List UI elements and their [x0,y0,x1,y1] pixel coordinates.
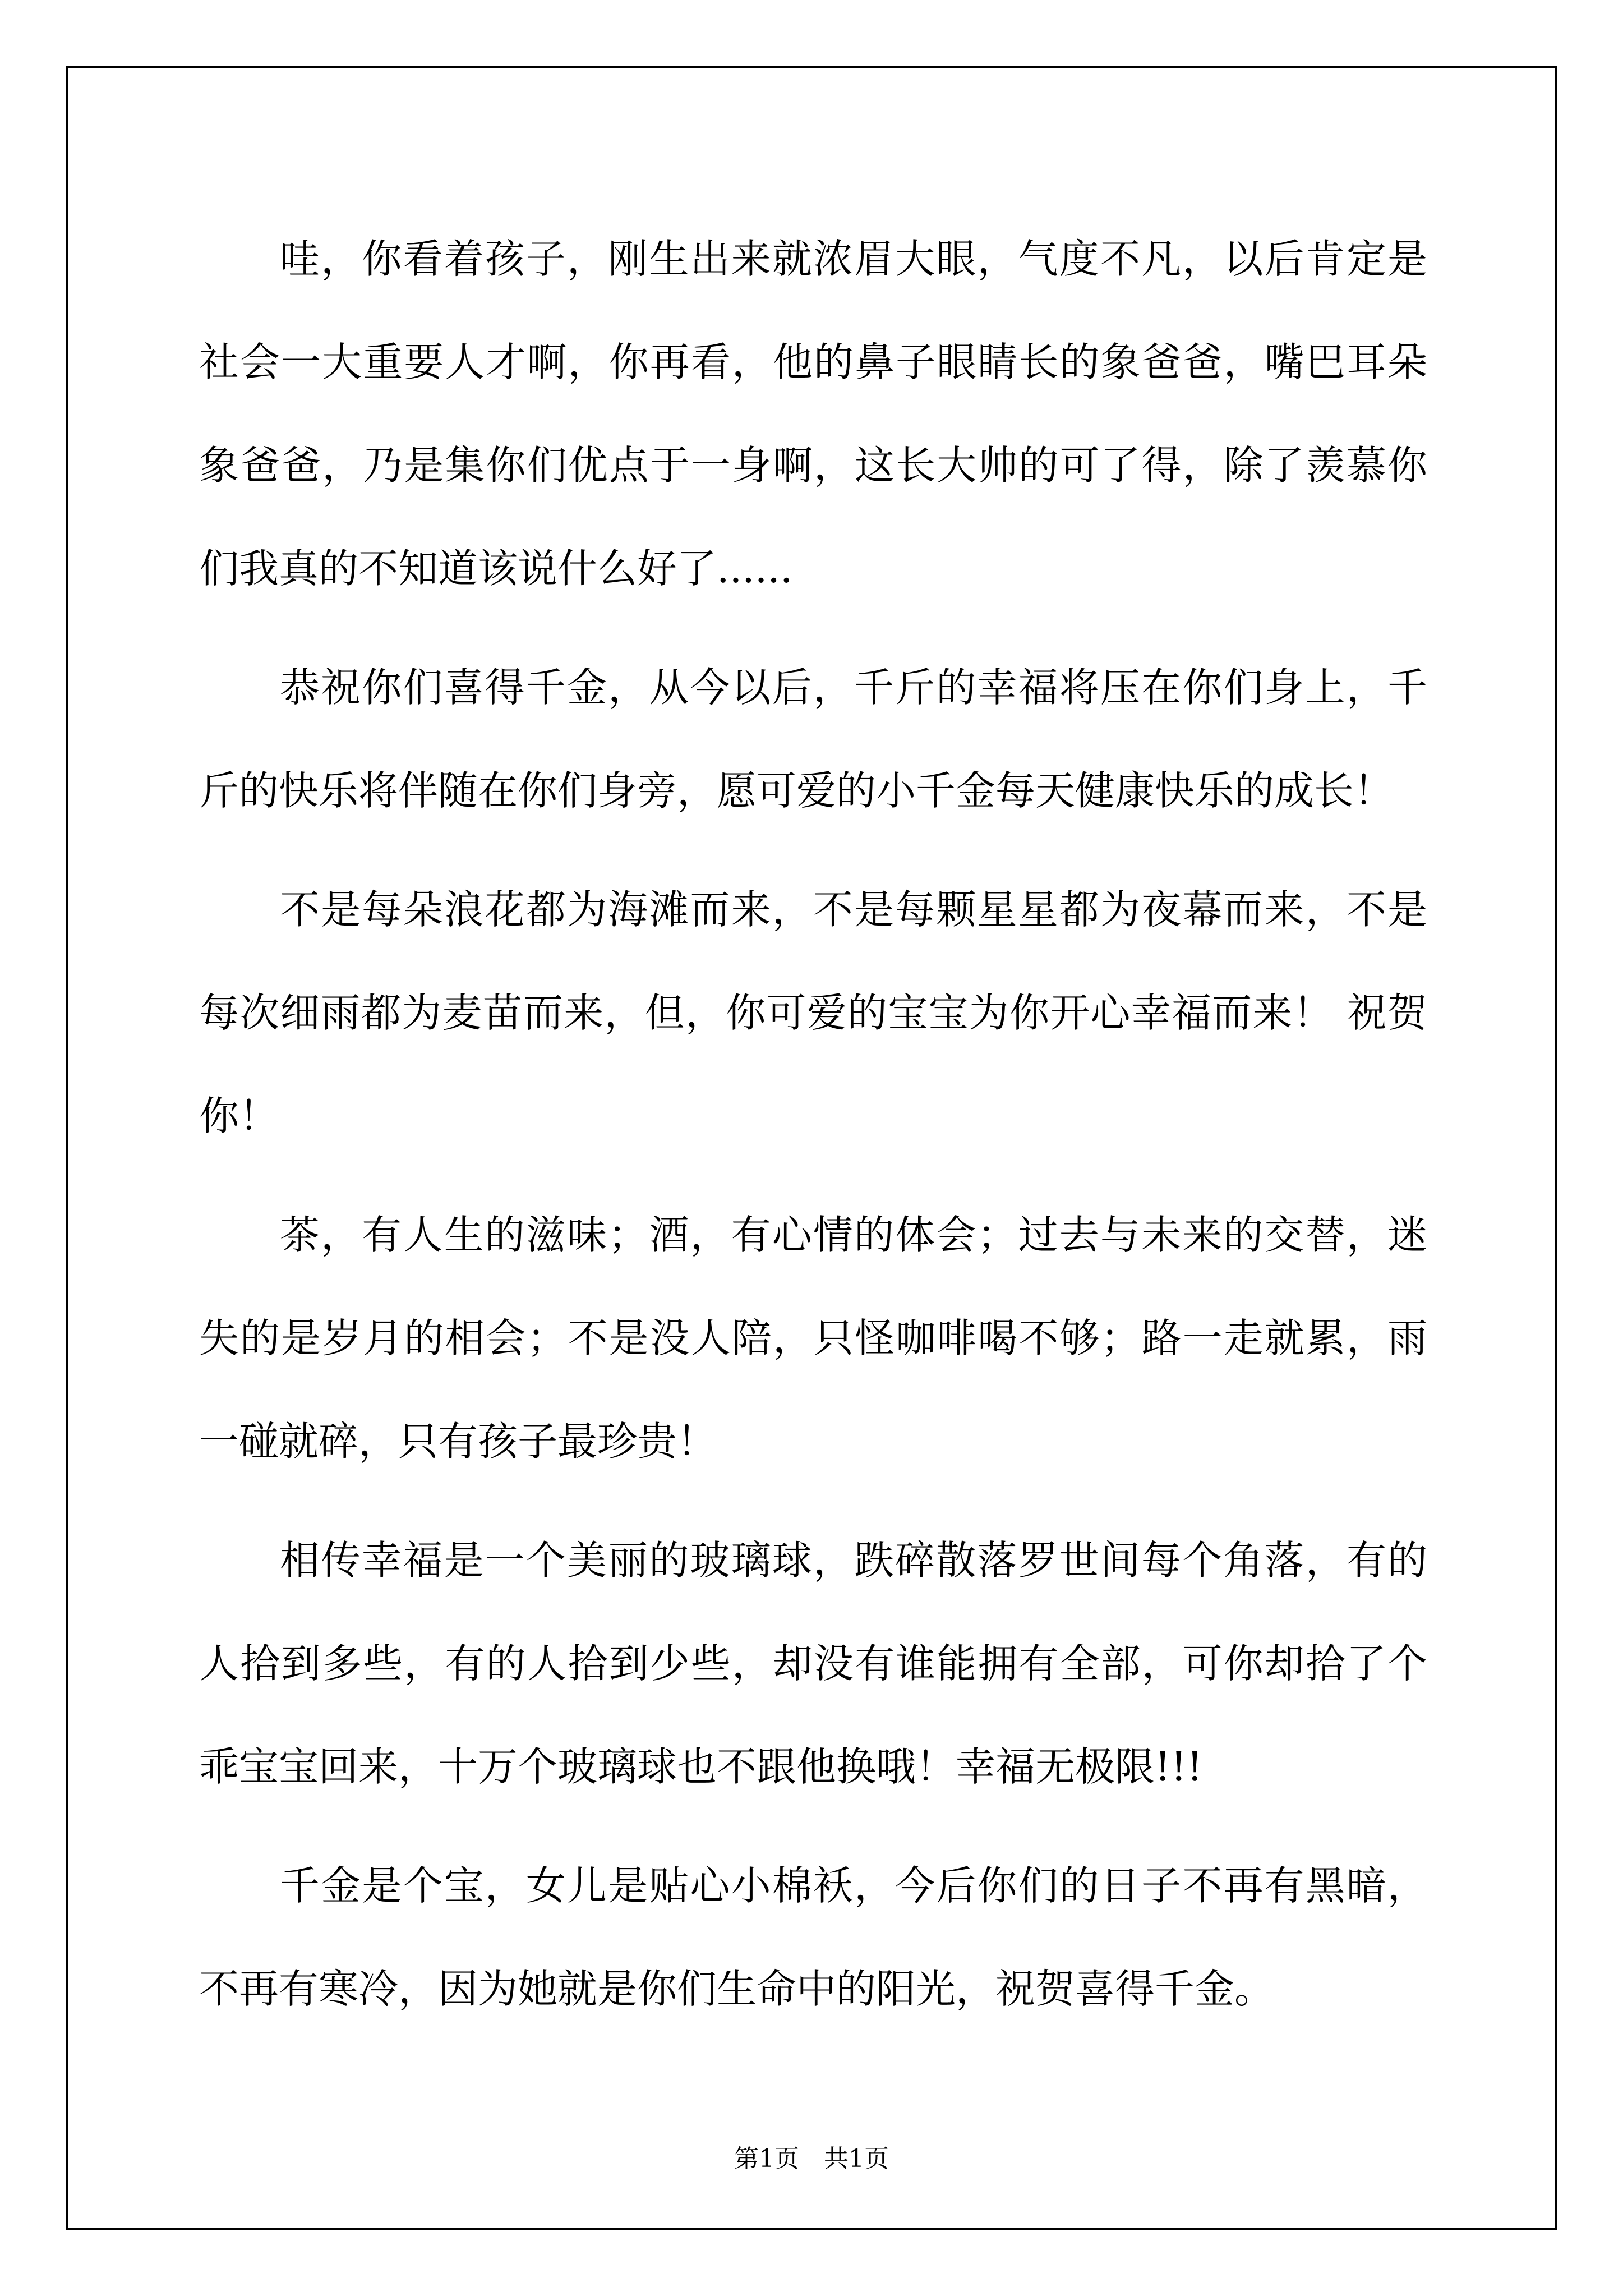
paragraph-2: 恭祝你们喜得千金，从今以后，千斤的幸福将压在你们身上，千斤的快乐将伴随在你们身旁，愿可爱的小千金每天健康快乐的成长！ [199,664,1427,814]
paragraph-4: 茶，有人生的滋味；酒，有心情的体会；过去与未来的交替，迷失的是岁月的相会；不是没人陪，只怪咖啡喝不够；路一走就累，雨一碰就碎，只有孩子最珍贵！ [199,1212,1427,1465]
document-body [199,208,1427,2056]
paragraph-6: 千金是个宝，女儿是贴心小棉袄，今后你们的日子不再有黑暗，不再有寒冷，因为她就是你们生命中的阳光，祝贺喜得千金。 [199,1862,1427,2012]
paragraph-1: 哇，你看着孩子，刚生出来就浓眉大眼，气度不凡，以后肯定是社会一大重要人才啊，你再看，他的鼻子眼睛长的象爸爸，嘴巴耳朵象爸爸，乃是集你们优点于一身啊，这长大帅的可了得，除了羡慕你们我真的不知道该说什么好了...... [199,236,1427,592]
paragraph-5: 相传幸福是一个美丽的玻璃球，跌碎散落罗世间每个角落，有的人拾到多些，有的人拾到少些，却没有谁能拥有全部，可你却拾了个乖宝宝回来，十万个玻璃球也不跟他换哦！幸福无极限!!! [199,1537,1427,1790]
paragraph-3: 不是每朵浪花都为海滩而来，不是每颗星星都为夜幕而来，不是每次细雨都为麦苗而来，但，你可爱的宝宝为你开心幸福而来！ 祝贺你！ [199,886,1427,1139]
page-number-footer: 第1页 共1页 [734,2145,889,2173]
